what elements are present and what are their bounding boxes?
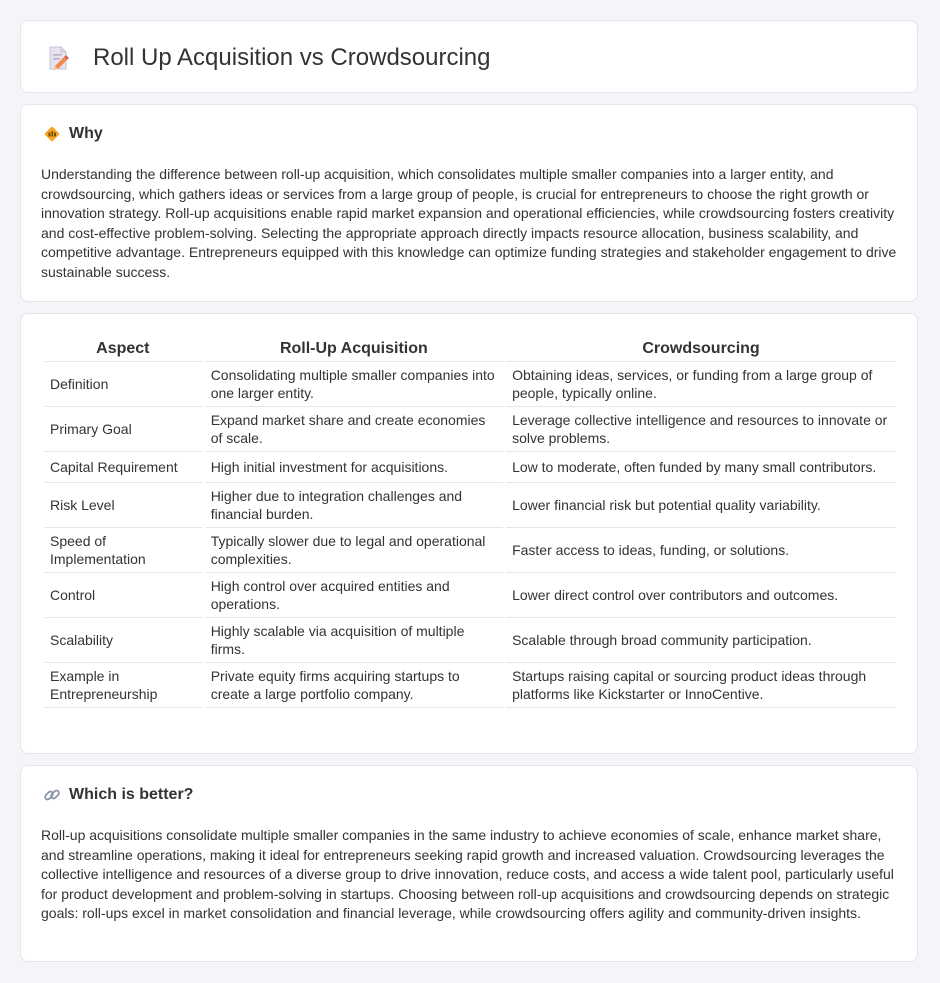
header-aspect: Aspect — [44, 333, 202, 362]
cell-roll-up: High control over acquired entities and operations. — [205, 573, 503, 618]
better-text: Roll-up acquisitions consolidate multiple smaller companies in the same industry to achieve economies of scale, enhance market share, and streamline operations, making it ideal for entrepreneurs seeking rapid growth and increased valuation. Crowdsourcing leverages the collective intelligence and resources of a diverse group to drive innovation, reduce costs, and access a wide talent pool, particularly useful for product development and problem-solving in startups. Choosing between roll-up acquisitions and crowdsourcing depends on strategic goals: roll-ups excel in market consolidation and financial leverage, while crowdsourcing offers agility and community-driven insights. — [41, 827, 894, 921]
cell-roll-up: Typically slower due to legal and operational complexities. — [205, 528, 503, 573]
header-roll-up: Roll-Up Acquisition — [205, 333, 503, 362]
cell-crowdsourcing: Startups raising capital or sourcing product ideas through platforms like Kickstarter or InnoCentive. — [506, 663, 896, 708]
which-is-better-section — [20, 765, 918, 962]
cell-crowdsourcing: Scalable through broad community participation. — [506, 618, 896, 663]
cell-crowdsourcing: Obtaining ideas, services, or funding from a large group of people, typically online. — [506, 362, 896, 407]
cell-crowdsourcing: Lower financial risk but potential quality variability. — [506, 483, 896, 528]
cell-aspect: Capital Requirement — [44, 452, 202, 483]
diamond-sign-icon — [43, 125, 61, 143]
better-heading-row — [43, 786, 193, 804]
cell-aspect: Definition — [44, 362, 202, 407]
why-heading: Why — [69, 125, 103, 142]
comparison-table — [41, 333, 899, 708]
cell-roll-up: Highly scalable via acquisition of multiple firms. — [205, 618, 503, 663]
table-row — [44, 618, 896, 663]
cell-roll-up: Expand market share and create economies of scale. — [205, 407, 503, 452]
cell-aspect: Primary Goal — [44, 407, 202, 452]
comparison-section — [20, 313, 918, 754]
cell-roll-up: High initial investment for acquisitions. — [205, 452, 503, 483]
table-row — [44, 407, 896, 452]
cell-crowdsourcing: Low to moderate, often funded by many small contributors. — [506, 452, 896, 483]
document-pen-icon — [45, 45, 71, 71]
cell-roll-up: Private equity firms acquiring startups to create a large portfolio company. — [205, 663, 503, 708]
cell-crowdsourcing: Leverage collective intelligence and resources to innovate or solve problems. — [506, 407, 896, 452]
table-row — [44, 528, 896, 573]
header-crowdsourcing: Crowdsourcing — [506, 333, 896, 362]
table-row — [44, 663, 896, 708]
title-row — [45, 21, 491, 94]
better-heading: Which is better? — [69, 786, 194, 803]
why-heading-row — [43, 125, 103, 143]
table-row — [44, 452, 896, 483]
title-card — [20, 20, 918, 93]
cell-aspect: Control — [44, 573, 202, 618]
cell-roll-up: Consolidating multiple smaller companies into one larger entity. — [205, 362, 503, 407]
cell-aspect: Risk Level — [44, 483, 202, 528]
why-text: Understanding the difference between roll-up acquisition, which consolidates multiple smaller companies into a larger entity, and crowdsourcing, which gathers ideas or services from a large group of people, is crucial for entrepreneurs to choose the right growth or innovation strategy. Roll-up acquisitions enable rapid market expansion and operational efficiencies, while crowdsourcing fosters creativity and cost-effective problem-solving. Selecting the appropriate approach directly impacts resource allocation, business scalability, and competitive advantage. Entrepreneurs equipped with this knowledge can optimize funding strategies and stakeholder engagement to drive sustainable success. — [41, 166, 897, 280]
link-icon — [43, 786, 61, 804]
table-row — [44, 483, 896, 528]
table-header-row — [44, 333, 896, 362]
cell-aspect: Scalability — [44, 618, 202, 663]
why-section — [20, 104, 918, 302]
table-row — [44, 362, 896, 407]
cell-roll-up: Higher due to integration challenges and financial burden. — [205, 483, 503, 528]
cell-crowdsourcing: Lower direct control over contributors and outcomes. — [506, 573, 896, 618]
page-title: Roll Up Acquisition vs Crowdsourcing — [93, 43, 491, 71]
cell-crowdsourcing: Faster access to ideas, funding, or solutions. — [506, 528, 896, 573]
cell-aspect: Example in Entrepreneurship — [44, 663, 202, 708]
cell-aspect: Speed of Implementation — [44, 528, 202, 573]
table-row — [44, 573, 896, 618]
